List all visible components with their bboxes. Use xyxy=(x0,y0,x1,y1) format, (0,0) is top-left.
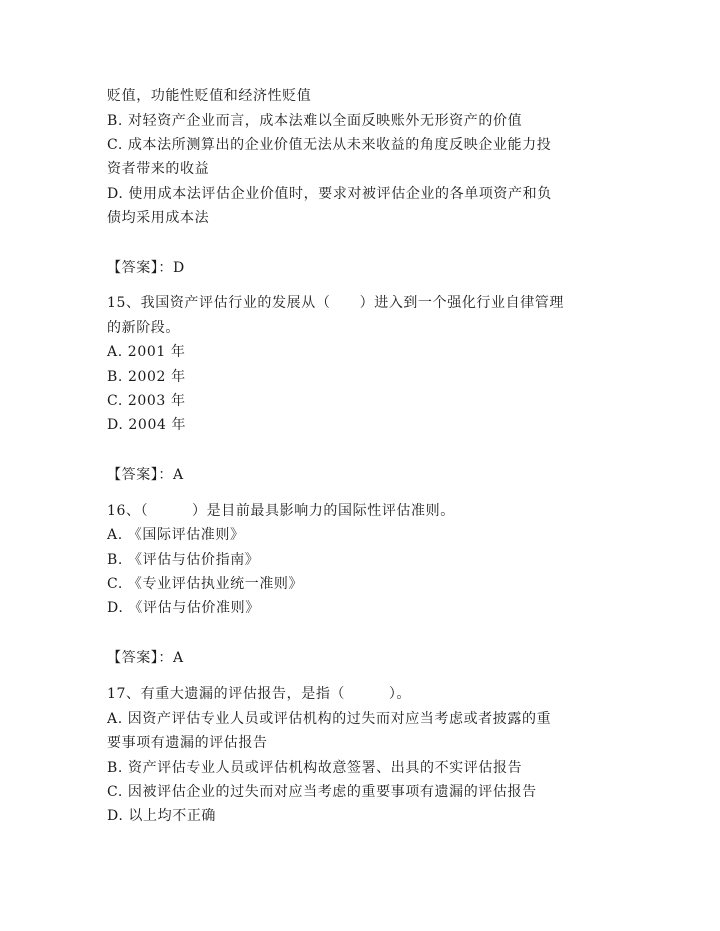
q17-option-a-line2: 要事项有遗漏的评估报告 xyxy=(107,735,268,751)
q17-stem: 17、有重大遗漏的评估报告，是指（ ）。 xyxy=(107,686,412,702)
q16-option-c: C. 《专业评估执业统一准则》 xyxy=(107,576,304,592)
q14-option-d-line2: 债均采用成本法 xyxy=(107,210,210,226)
q15-option-b: B. 2002 年 xyxy=(107,369,186,385)
q16-option-d: D. 《评估与估价准则》 xyxy=(107,600,260,616)
q15-stem-line2: 的新阶段。 xyxy=(107,320,180,336)
q17-option-c: C. 因被评估企业的过失而对应当考虑的重要事项有遗漏的评估报告 xyxy=(107,784,537,800)
q14-option-d-line1: D. 使用成本法评估企业价值时，要求对被评估企业的各单项资产和负 xyxy=(107,186,552,202)
q15-stem-line1: 15、我国资产评估行业的发展从（ ）进入到一个强化行业自律管理 xyxy=(107,295,565,311)
q14-option-c-line1: C. 成本法所测算出的企业价值无法从未来收益的角度反映企业能力投 xyxy=(107,137,552,153)
q16-option-b: B. 《评估与估价指南》 xyxy=(107,552,260,568)
q15-option-c: C. 2003 年 xyxy=(107,393,186,409)
q17-option-b: B. 资产评估专业人员或评估机构故意签署、出具的不实评估报告 xyxy=(107,760,523,776)
q14-answer: 【答案】：D xyxy=(107,260,185,276)
q17-option-d: D. 以上均不正确 xyxy=(107,808,217,824)
q16-stem: 16、（ ）是目前最具影响力的国际性评估准则。 xyxy=(107,503,455,519)
q15-answer: 【答案】：A xyxy=(107,467,184,483)
q17-option-a-line1: A. 因资产评估专业人员或评估机构的过失而对应当考虑或者披露的重 xyxy=(107,711,552,727)
q14-option-c-line2: 资者带来的收益 xyxy=(107,161,210,177)
q16-answer: 【答案】：A xyxy=(107,650,184,666)
q14-continuation: 贬值，功能性贬值和经济性贬值 xyxy=(107,88,312,104)
q14-option-b: B. 对轻资产企业而言，成本法难以全面反映账外无形资产的价值 xyxy=(107,113,523,129)
q15-option-d: D. 2004 年 xyxy=(107,417,187,433)
q16-option-a: A. 《国际评估准则》 xyxy=(107,527,245,543)
q15-option-a: A. 2001 年 xyxy=(107,344,186,360)
